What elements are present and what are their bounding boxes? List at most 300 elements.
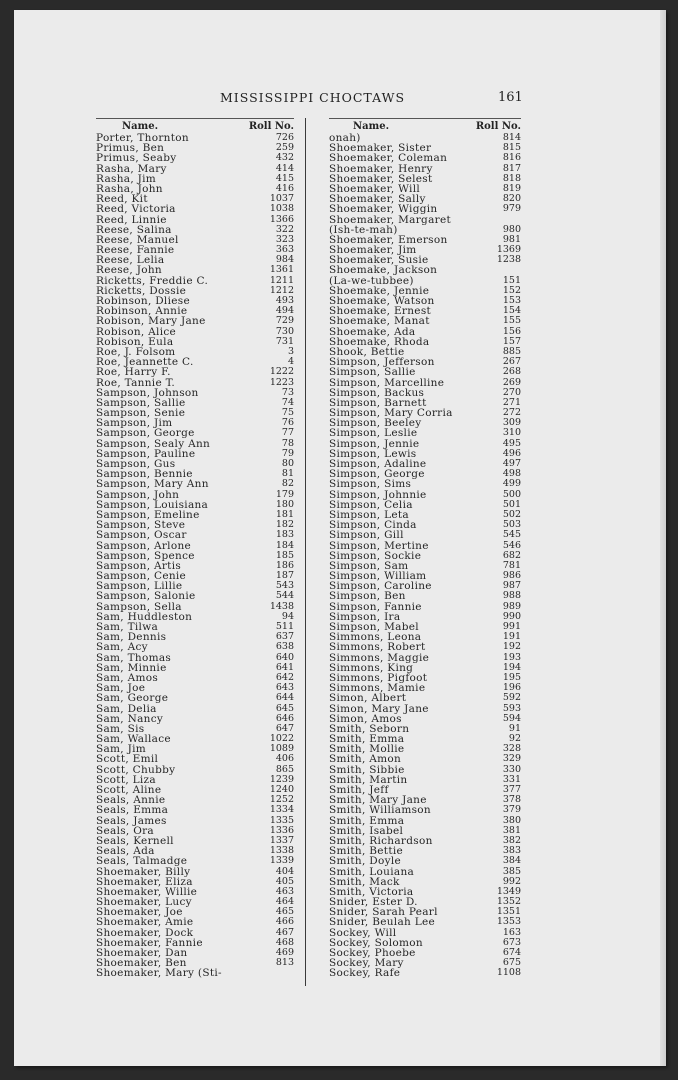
entry-roll-number: 268 [502,366,521,378]
entry-roll-number: 1334 [269,804,294,816]
entry-roll-number: 385 [502,865,521,877]
entry-name: Roe, J. Folsom [96,345,176,358]
entry-name: Simpson, Barnett [329,396,427,409]
entry-roll-number: 1211 [269,274,294,286]
entry-name: Sam, Wallace [96,733,171,746]
page-number: 161 [498,90,523,105]
entry-roll-number: 466 [275,916,294,928]
entry-name: Sampson, Artis [96,559,182,572]
entry-name: Shoemaker, Wiggin [329,203,438,216]
entry-name: Snider, Sarah Pearl [329,906,438,919]
roll-header: Roll No. [248,121,294,132]
entry-roll-number: 503 [502,519,521,531]
entry-roll-number: 77 [281,427,294,439]
entry-name: Ricketts, Freddie C. [96,274,209,287]
entry-name: Sam, George [96,692,169,705]
entry-name: Rasha, Jim [96,172,157,185]
left-column [96,121,294,979]
entry-roll-number: 384 [502,855,521,867]
entry-roll-number: 992 [502,875,521,887]
entry-roll-number: 309 [502,417,521,429]
entry-roll-number: 195 [502,671,521,683]
entry-roll-number: 271 [502,396,521,408]
entry-roll-number: 1089 [269,743,294,755]
entry-name: Sam, Thomas [96,651,172,664]
entry-roll-number: 415 [275,172,294,184]
entry-name: Sam, Minnie [96,661,167,674]
entry-name: Robison, Mary Jane [96,315,206,328]
entry-name: Sampson, Emeline [96,508,200,521]
entry-roll-number: 496 [502,447,521,459]
entry-roll-number: 592 [502,692,521,704]
entry-roll-number: 1239 [269,773,294,785]
entry-roll-number: 989 [502,600,521,612]
entry-roll-number: 4 [287,356,294,368]
entry-name: Simpson, Fannie [329,600,422,613]
entry-name: Scott, Chubby [96,763,176,776]
entry-name: Simpson, Jefferson [329,356,435,369]
entry-name: Shoemaker, Margaret [329,213,451,226]
entry-name: Robinson, Annie [96,305,188,318]
entry-name: Robinson, Dliese [96,295,190,307]
entry-roll-number: 82 [281,478,294,490]
entry-name: Simpson, Caroline [329,580,432,593]
entry-roll-number: 731 [275,335,294,347]
entry-roll-number: 463 [275,885,294,897]
entry-roll-number: 383 [502,845,521,857]
entry-name: Sampson, Lillie [96,580,183,593]
entry-roll-number: 1108 [496,967,521,979]
entry-roll-number: 404 [275,865,294,877]
entry-name: Sam, Joe [96,682,146,695]
entry-roll-number: 182 [275,519,294,531]
entry-row [329,367,521,377]
entry-name: Simpson, Sallie [329,366,416,379]
entry-roll-number: 673 [502,936,521,948]
entry-roll-number: 432 [275,152,294,164]
right-top-rule [329,118,521,119]
entry-name: Reed, Kit [96,193,148,206]
entry-name: Simon, Albert [329,692,407,705]
entry-name: Shoemake, Ernest [329,305,432,318]
entry-roll-number: 180 [275,498,294,510]
entry-name: Shoemake, Jackson [329,264,438,277]
entry-name: Shoemake, Jennie [329,284,430,297]
entry-name: Sam, Tilwa [96,621,159,633]
entry-name: Shoemaker, Amie [96,916,194,929]
entry-roll-number: 73 [281,386,294,398]
entry-roll-number: 183 [275,529,294,541]
entry-roll-number: 1238 [496,254,521,266]
entry-roll-number: 643 [275,682,294,694]
entry-name: Simpson, Ira [329,610,401,623]
entry-name: Seals, Ada [96,845,155,858]
entry-roll-number: 323 [275,233,294,245]
entry-name: Reed, Linnie [96,213,167,226]
entry-name: Simpson, Beeley [329,417,422,430]
entry-name: Shoemaker, Dock [96,926,194,939]
entry-roll-number: 544 [275,590,294,602]
entry-roll-number: 726 [275,132,294,143]
entry-row [329,856,521,866]
entry-roll-number: 991 [502,621,521,632]
entry-roll-number: 500 [502,488,521,500]
entry-roll-number: 817 [502,162,521,174]
entry-name: Smith, Doyle [329,855,402,868]
entry-name: Sam, Dennis [96,631,167,644]
entry-row [96,530,294,540]
entry-roll-number: 187 [275,570,294,582]
column-divider [305,118,306,986]
entry-roll-number: 94 [281,610,294,622]
entry-name: Sampson, Gus [96,458,176,470]
entry-roll-number: 1349 [496,885,521,897]
entry-name: Reed, Victoria [96,203,176,216]
entry-roll-number: 638 [275,641,294,653]
entry-name: Simpson, Jennie [329,437,420,450]
entry-roll-number: 191 [502,631,521,643]
entry-name: Robison, Alice [96,325,177,338]
entry-roll-number: 511 [275,621,294,632]
entry-name: Smith, Sibbie [329,763,405,776]
entry-roll-number: 497 [502,458,521,469]
entry-name: Simpson, Ben [329,590,406,603]
entry-roll-number: 1351 [496,906,521,918]
entry-roll-number: 414 [275,162,294,174]
entry-roll-number: 163 [502,926,521,938]
entry-name: Sampson, Johnson [96,386,199,399]
entry-roll-number: 322 [275,223,294,235]
entry-row [96,367,294,377]
entry-roll-number: 1352 [496,896,521,908]
entry-name: Sampson, Oscar [96,529,187,542]
entry-name: Rasha, John [96,182,163,195]
entry-name: Smith, Isabel [329,824,404,837]
roll-header: Roll No. [475,121,521,132]
entry-roll-number: 1038 [269,203,294,215]
entry-roll-number: 642 [275,671,294,683]
entry-roll-number: 269 [502,376,521,388]
entry-name: Smith, Amon [329,753,402,766]
entry-row [329,968,521,978]
entry-roll-number: 192 [502,641,521,653]
entry-name: Sam, Amos [96,671,159,684]
entry-name: Simpson, Cinda [329,519,417,532]
entry-name: Primus, Ben [96,142,165,155]
entry-name: Sampson, Cenie [96,570,187,583]
entry-name: Smith, Emma [329,814,405,827]
entry-roll-number: 814 [502,132,521,143]
entry-roll-number: 1361 [269,264,294,276]
entry-roll-number: 647 [275,722,294,734]
entry-name: Shoemaker, Eliza [96,875,193,888]
entry-name: Sam, Nancy [96,712,164,725]
entry-name: Simpson, Leta [329,508,409,521]
entry-roll-number: 979 [502,203,521,215]
entry-name: Simon, Mary Jane [329,702,429,715]
entry-roll-number: 495 [502,437,521,449]
entry-roll-number: 79 [281,447,294,459]
entry-name: Seals, Annie [96,794,166,807]
entry-roll-number: 328 [502,743,521,755]
entry-name: Shoemaker, Billy [96,865,191,878]
entry-name: Simpson, William [329,570,427,583]
name-header: Name. [122,121,159,132]
entry-roll-number: 644 [275,692,294,704]
entry-roll-number: 637 [275,631,294,643]
entry-roll-number: 196 [502,682,521,694]
entry-roll-number: 76 [281,417,294,429]
entry-roll-number: 181 [275,508,294,520]
page-header [14,90,666,110]
entry-name: Sampson, Sealy Ann [96,437,211,450]
entry-name: Simpson, Lewis [329,447,417,460]
document-page [14,10,666,1066]
page-title: MISSISSIPPI CHOCTAWS [220,90,406,105]
entry-row [96,693,294,703]
entry-name: Reese, John [96,264,162,277]
entry-name: Simmons, Leona [329,631,422,644]
entry-name: Smith, Richardson [329,834,433,847]
entry-name: Seals, James [96,814,167,827]
entry-roll-number: 1338 [269,845,294,857]
entry-name: Seals, Kernell [96,834,174,847]
entry-row [329,693,521,703]
entry-roll-number: 92 [508,733,521,745]
entry-name: Scott, Aline [96,784,162,796]
entry-name: Smith, Mollie [329,743,405,756]
entry-name: Sockey, Solomon [329,936,423,949]
entry-roll-number: 179 [275,488,294,500]
entry-roll-number: 406 [275,753,294,765]
entry-roll-number: 820 [502,193,521,205]
entry-name: Shoemaker, Lucy [96,896,192,909]
entry-roll-number: 467 [275,926,294,938]
entry-roll-number: 381 [502,824,521,836]
entry-name: Sampson, Arlone [96,539,192,552]
entry-name: Simpson, Sims [329,478,412,491]
entry-name: Smith, Louiana [329,865,415,878]
entry-name: Sampson, Sallie [96,396,186,409]
entry-roll-number: 78 [281,437,294,449]
entry-row [96,856,294,866]
entry-name: Seals, Emma [96,804,169,817]
entry-roll-number: 988 [502,590,521,602]
entry-name: Sampson, Pauline [96,447,196,460]
entry-name: Shoemaker, Willie [96,885,198,898]
entry-roll-number: 155 [502,315,521,327]
entry-roll-number: 1353 [496,916,521,928]
entry-roll-number: 1037 [269,193,294,205]
entry-name: Shoemaker, Sally [329,193,426,206]
entry-roll-number: 646 [275,712,294,724]
entry-name: Simmons, Maggie [329,651,430,664]
entry-roll-number: 1337 [269,834,294,846]
entry-roll-number: 1366 [269,213,294,225]
left-top-rule [96,118,294,119]
entry-roll-number: 310 [502,427,521,439]
entry-name: Sam, Huddleston [96,610,193,623]
entry-roll-number: 416 [275,182,294,194]
entry-name: Sam, Jim [96,743,147,756]
entry-roll-number: 499 [502,478,521,490]
entry-roll-number: 81 [281,468,294,480]
entry-name: Sockey, Rafe [329,967,401,980]
entry-roll-number: 377 [502,784,521,795]
entry-roll-number: 468 [275,936,294,948]
name-header: Name. [353,121,390,132]
entry-name: Roe, Harry F. [96,366,171,379]
entry-roll-number: 379 [502,804,521,816]
entry-roll-number: 267 [502,356,521,368]
entry-name: Simpson, Gill [329,529,404,542]
entry-row [96,204,294,214]
entry-name: Shoemaker, Joe [96,906,183,919]
entry-name: Smith, Seborn [329,722,410,735]
entry-name: Shoemaker, Ben [96,957,187,970]
page-edge [660,10,666,1066]
entry-name: Simpson, Adaline [329,458,427,470]
entry-roll-number: 153 [502,295,521,306]
entry-name: Shoemaker, Susie [329,254,429,267]
entry-name: Simpson, Leslie [329,427,418,440]
entry-roll-number: 1252 [269,794,294,806]
entry-roll-number: 185 [275,549,294,561]
entry-name: Snider, Beulah Lee [329,916,436,929]
entry-name: Sampson, Spence [96,549,195,562]
entry-name: (La-we-tubbee) [329,274,414,287]
entry-name: Sampson, John [96,488,180,501]
entry-name: Smith, Martin [329,773,408,786]
entry-roll-number: 1339 [269,855,294,867]
entry-name: Simpson, Backus [329,386,425,399]
entry-name: onah) [329,132,361,144]
entry-roll-number: 987 [502,580,521,592]
entry-roll-number: 1336 [269,824,294,836]
entry-name: Porter, Thornton [96,132,189,144]
entry-name: Simpson, Mary Corria [329,407,453,420]
entry-name: Shoemaker, Coleman [329,152,448,165]
entry-roll-number: 1335 [269,814,294,826]
entry-name: Smith, Bettie [329,845,404,858]
entry-name: Simpson, Celia [329,498,413,511]
entry-name: Shoemake, Rhoda [329,335,430,348]
entry-name: Simpson, Marcelline [329,376,445,389]
entry-roll-number: 498 [502,468,521,480]
entry-row [329,204,521,214]
entry-name: Shoemaker, Mary (Sti- [96,967,222,980]
entry-roll-number: 986 [502,570,521,582]
entry-roll-number: 157 [502,335,521,347]
entry-roll-number: 382 [502,834,521,846]
entry-roll-number: 682 [502,549,521,561]
entry-name: Sampson, Senie [96,407,186,420]
entry-name: Simmons, Pigfoot [329,671,428,684]
entry-roll-number: 501 [502,498,521,510]
entry-roll-number: 405 [275,875,294,887]
entry-name: Reese, Fannie [96,244,175,257]
entry-name: Scott, Emil [96,753,159,766]
entry-roll-number: 816 [502,152,521,164]
entry-roll-number: 984 [275,254,294,266]
entry-roll-number: 74 [281,396,294,408]
entry-name: Simpson, Sam [329,559,409,572]
entry-roll-number: 1212 [269,284,294,296]
entry-name: Simpson, Mabel [329,621,419,633]
entry-row [96,968,294,978]
entry-roll-number: 813 [275,957,294,969]
entry-roll-number: 865 [275,763,294,775]
entry-name: Shoemaker, Fannie [96,936,203,949]
entry-name: Shoemaker, Will [329,182,421,195]
entry-roll-number: 151 [502,274,521,286]
entry-roll-number: 363 [275,244,294,256]
entry-name: Sampson, Sella [96,600,182,613]
entry-roll-number: 675 [502,957,521,969]
entry-roll-number: 1438 [269,600,294,612]
entry-roll-number: 980 [502,223,521,235]
entry-roll-number: 640 [275,651,294,663]
entry-roll-number: 730 [275,325,294,337]
entry-name: Shoemaker, Emerson [329,233,448,246]
entry-roll-number: 641 [275,661,294,673]
entry-name: Primus, Seaby [96,152,177,165]
entry-roll-number: 378 [502,794,521,806]
entry-roll-number: 1022 [269,733,294,745]
entry-name: Sampson, Bennie [96,468,193,481]
entry-name: Seals, Ora [96,824,154,837]
entry-roll-number: 184 [275,539,294,551]
entry-name: Shoemaker, Selest [329,172,433,185]
entry-name: Reese, Lelia [96,254,165,267]
entry-name: Roe, Tannie T. [96,376,175,389]
entry-name: Simpson, Johnnie [329,488,427,501]
entry-name: Smith, Mack [329,875,400,888]
entry-roll-number: 259 [275,142,294,154]
entry-roll-number: 594 [502,712,521,724]
entry-name: Simpson, Sockie [329,549,422,562]
entry-name: Scott, Liza [96,773,156,786]
entry-name: Shoemaker, Henry [329,162,433,175]
entry-roll-number: 270 [502,386,521,398]
entry-name: Sampson, Jim [96,417,173,430]
entry-roll-number: 152 [502,284,521,296]
entry-roll-number: 729 [275,315,294,327]
right-column [329,121,521,979]
entry-name: Ricketts, Dossie [96,284,187,297]
entry-name: Reese, Salina [96,223,172,236]
entry-name: Sockey, Mary [329,957,404,970]
entry-roll-number: 272 [502,407,521,419]
entry-name: Shoemake, Watson [329,295,435,307]
entry-name: Roe, Jeannette C. [96,356,194,369]
entry-name: Sam, Acy [96,641,148,654]
entry-roll-number: 330 [502,763,521,775]
entry-roll-number: 494 [275,305,294,317]
entry-name: Shoemake, Ada [329,325,416,338]
entry-roll-number: 545 [502,529,521,541]
entry-name: Smith, Emma [329,733,405,746]
entry-roll-number: 75 [281,407,294,419]
entry-roll-number: 91 [508,722,521,734]
entry-name: Reese, Manuel [96,233,179,246]
entry-roll-number: 1222 [269,366,294,378]
entry-name: Simon, Amos [329,712,402,725]
entry-name: Snider, Ester D. [329,896,418,909]
entry-roll-number: 990 [502,610,521,622]
entry-roll-number: 502 [502,508,521,520]
entry-roll-number: 465 [275,906,294,918]
